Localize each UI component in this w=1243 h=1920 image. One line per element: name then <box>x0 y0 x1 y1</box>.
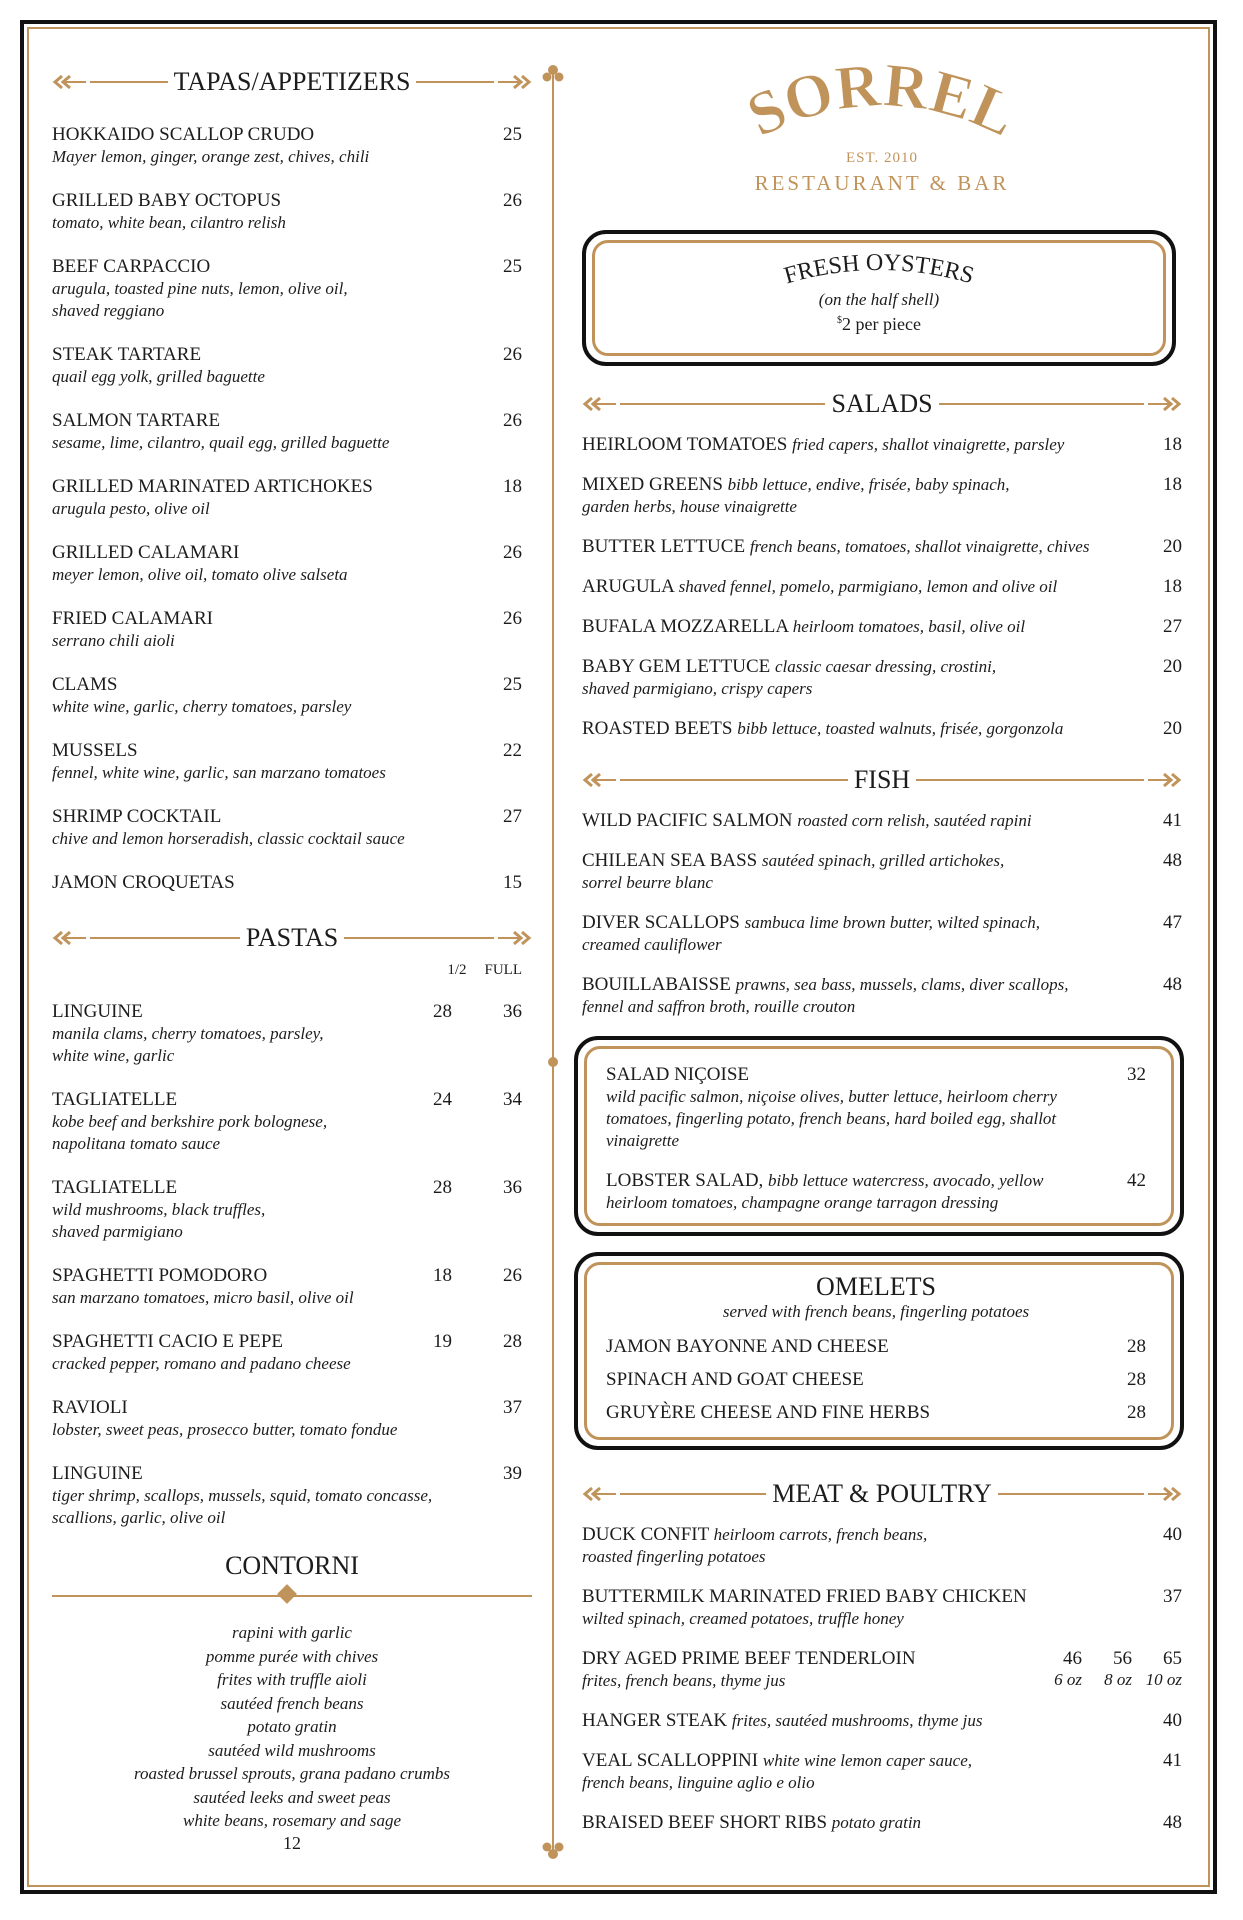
sorrel-wordmark <box>732 60 1032 150</box>
item-name: WILD PACIFIC SALMON <box>582 810 793 831</box>
item-price: 18 <box>1163 474 1182 495</box>
size-price: 46 <box>1063 1648 1082 1669</box>
full-price: 39 <box>503 1463 522 1484</box>
meat-title: MEAT & POULTRY <box>772 1479 992 1508</box>
item-desc: french beans, linguine aglio e olio <box>582 1773 815 1792</box>
item-price: 26 <box>503 190 522 211</box>
tapas-item <box>52 344 532 388</box>
item-name: BUTTER LETTUCE <box>582 536 746 557</box>
arrow-left-icon <box>582 772 616 788</box>
item-desc: creamed cauliflower <box>582 935 722 954</box>
meat-item <box>582 1524 1182 1568</box>
brand-name: SORREL <box>737 60 1027 150</box>
meat-item <box>582 1586 1182 1630</box>
special-salad-item <box>606 1064 1146 1152</box>
oysters-title <box>769 250 989 290</box>
pasta-item <box>52 1331 532 1375</box>
tapas-title: TAPAS/APPETIZERS <box>173 67 411 96</box>
item-desc: lobster, sweet peas, prosecco butter, tomato fondue <box>52 1420 398 1439</box>
item-price: 26 <box>503 542 522 563</box>
size-price: 56 <box>1113 1648 1132 1669</box>
item-desc: heirloom carrots, french beans, <box>713 1525 928 1544</box>
item-desc: white wine, garlic <box>52 1046 175 1065</box>
item-desc: arugula pesto, olive oil <box>52 499 210 518</box>
item-desc: white wine, garlic, cherry tomatoes, parsley <box>52 697 352 716</box>
item-price: 37 <box>1163 1586 1182 1607</box>
arrow-left-icon <box>582 1486 616 1502</box>
item-desc: french beans, tomatoes, shallot vinaigrette, chives <box>749 537 1090 556</box>
full-price: 36 <box>503 1001 522 1022</box>
half-price: 18 <box>433 1265 452 1286</box>
item-price: 48 <box>1163 974 1182 995</box>
omelet-item <box>606 1369 1146 1391</box>
item-desc: manila clams, cherry tomatoes, parsley, <box>52 1024 324 1043</box>
item-price: 26 <box>503 344 522 365</box>
omelet-item <box>606 1336 1146 1358</box>
item-price: 48 <box>1163 850 1182 871</box>
tapas-header <box>52 60 532 104</box>
item-name: GRILLED CALAMARI <box>52 542 240 563</box>
item-desc: wilted spinach, creamed potatoes, truffle honey <box>582 1609 904 1628</box>
item-price: 32 <box>1127 1064 1146 1085</box>
arrow-left-icon <box>582 396 616 412</box>
item-desc: serrano chili aioli <box>52 631 175 650</box>
item-name: BEEF CARPACCIO <box>52 256 211 277</box>
contorni-item: white beans, rosemary and sage <box>183 1811 401 1830</box>
item-price: 27 <box>503 806 522 827</box>
item-desc: cracked pepper, romano and padano cheese <box>52 1354 351 1373</box>
item-name: FRIED CALAMARI <box>52 608 213 629</box>
item-name: CLAMS <box>52 674 118 695</box>
contorni-item: pomme purée with chives <box>205 1646 379 1666</box>
portion-labels <box>52 962 522 979</box>
item-name: GRILLED BABY OCTOPUS <box>52 190 282 211</box>
item-name: DUCK CONFIT <box>582 1524 709 1545</box>
arrow-right-icon <box>498 930 532 946</box>
item-price: 42 <box>1127 1170 1146 1191</box>
item-name: BUTTERMILK MARINATED FRIED BABY CHICKEN <box>582 1586 1027 1607</box>
item-price: 18 <box>1163 576 1182 597</box>
item-price: 40 <box>1163 1710 1182 1731</box>
item-name: TAGLIATELLE <box>52 1177 178 1198</box>
arrow-right-icon <box>1148 396 1182 412</box>
item-desc: roasted corn relish, sautéed rapini <box>797 811 1032 830</box>
item-price: 25 <box>503 674 522 695</box>
item-name: STEAK TARTARE <box>52 344 202 365</box>
salad-item <box>582 656 1182 700</box>
fish-title: FISH <box>853 765 911 794</box>
fish-list <box>582 810 1182 1018</box>
item-name: SALAD NIÇOISE <box>606 1064 750 1085</box>
item-name: SPAGHETTI POMODORO <box>52 1265 268 1286</box>
arrow-right-icon <box>498 74 532 90</box>
salad-item <box>582 536 1182 558</box>
item-name: LOBSTER SALAD, <box>606 1170 764 1191</box>
pastas-title: PASTAS <box>245 923 339 952</box>
item-desc: frites, french beans, thyme jus <box>582 1671 786 1690</box>
item-desc: tiger shrimp, scallops, mussels, squid, tomato concasse, <box>52 1486 433 1505</box>
item-name: GRILLED MARINATED ARTICHOKES <box>52 476 373 497</box>
item-name: LINGUINE <box>52 1001 143 1022</box>
item-desc: meyer lemon, olive oil, tomato olive salseta <box>52 565 348 584</box>
half-price: 24 <box>433 1089 452 1110</box>
fleur-top-icon <box>542 64 564 92</box>
meat-header <box>582 1472 1182 1516</box>
tapas-list <box>52 124 532 894</box>
item-price: 26 <box>503 608 522 629</box>
item-desc: fennel, white wine, garlic, san marzano tomatoes <box>52 763 386 782</box>
tapas-item <box>52 410 532 454</box>
pasta-list <box>52 1001 532 1529</box>
special-salad-item <box>606 1170 1146 1214</box>
arrow-left-icon <box>52 930 86 946</box>
pasta-item <box>52 1265 532 1309</box>
fish-item <box>582 810 1182 832</box>
oysters-price: $2 per piece <box>837 314 921 334</box>
item-price: 28 <box>1127 1369 1146 1390</box>
item-price: 41 <box>1163 1750 1182 1771</box>
item-desc: quail egg yolk, grilled baguette <box>52 367 265 386</box>
item-name: TAGLIATELLE <box>52 1089 178 1110</box>
full-price: 36 <box>503 1177 522 1198</box>
item-name: BABY GEM LETTUCE <box>582 656 771 677</box>
pasta-item <box>52 1089 532 1155</box>
item-desc: heirloom tomatoes, basil, olive oil <box>792 617 1026 636</box>
salad-item <box>582 474 1182 518</box>
full-price: 26 <box>503 1265 522 1286</box>
fish-item <box>582 912 1182 956</box>
contorni-item: frites with truffle aioli <box>217 1670 367 1689</box>
tapas-item <box>52 256 532 322</box>
item-price: 15 <box>503 872 522 893</box>
pastas-header <box>52 916 532 960</box>
contorni-rule <box>52 1581 532 1611</box>
item-desc: frites, sautéed mushrooms, thyme jus <box>731 1711 983 1730</box>
meat-item <box>582 1750 1182 1794</box>
tapas-item <box>52 542 532 586</box>
arrow-left-icon <box>52 74 86 90</box>
item-desc: napolitana tomato sauce <box>52 1134 221 1153</box>
item-desc: potato gratin <box>831 1813 922 1832</box>
column-divider <box>552 76 554 1836</box>
item-price: 22 <box>503 740 522 761</box>
tapas-item <box>52 674 532 718</box>
item-price: 48 <box>1163 1812 1182 1833</box>
item-name: MUSSELS <box>52 740 138 761</box>
item-price: 20 <box>1163 718 1182 739</box>
item-desc: fried capers, shallot vinaigrette, parsley <box>792 435 1065 454</box>
size-label: 8 oz <box>1104 1670 1132 1689</box>
full-price: 37 <box>503 1397 522 1418</box>
full-price: 28 <box>503 1331 522 1352</box>
contorni-item: sautéed french beans <box>220 1693 364 1713</box>
right-column <box>582 60 1182 1852</box>
item-desc: chive and lemon horseradish, classic cocktail sauce <box>52 829 405 848</box>
item-name: BUFALA MOZZARELLA <box>582 616 789 637</box>
item-desc: fennel and saffron broth, rouille crouton <box>582 997 856 1016</box>
item-desc: arugula, toasted pine nuts, lemon, olive oil, <box>52 279 348 298</box>
item-name: JAMON CROQUETAS <box>52 872 235 893</box>
half-price: 28 <box>433 1177 452 1198</box>
item-desc: shaved parmigiano <box>52 1222 183 1241</box>
item-name: SHRIMP COCKTAIL <box>52 806 222 827</box>
item-desc: heirloom tomatoes, champagne orange tarragon dressing <box>606 1193 999 1212</box>
item-desc: wild mushrooms, black truffles, <box>52 1200 266 1219</box>
salad-item <box>582 434 1182 456</box>
item-desc: bibb lettuce, endive, frisée, baby spinach, <box>727 475 1010 494</box>
half-price: 19 <box>433 1331 452 1352</box>
item-name: BRAISED BEEF SHORT RIBS <box>582 1812 828 1833</box>
oysters-box <box>582 230 1176 366</box>
item-name: VEAL SCALLOPPINI <box>582 1750 759 1771</box>
omelets-box <box>574 1252 1184 1450</box>
item-desc: kobe beef and berkshire pork bolognese, <box>52 1112 328 1131</box>
tapas-item <box>52 190 532 234</box>
pasta-item <box>52 1397 532 1441</box>
full-label: FULL <box>484 962 522 978</box>
pasta-item <box>52 1001 532 1067</box>
item-price: 28 <box>1127 1402 1146 1423</box>
item-price: 20 <box>1163 656 1182 677</box>
brand-tagline: RESTAURANT & BAR <box>754 171 1010 195</box>
item-name: HOKKAIDO SCALLOP CRUDO <box>52 124 315 145</box>
omelets-title: OMELETS <box>816 1272 936 1301</box>
item-desc: garden herbs, house vinaigrette <box>582 497 797 516</box>
salad-item <box>582 718 1182 740</box>
item-desc: roasted fingerling potatoes <box>582 1547 766 1566</box>
item-name: DIVER SCALLOPS <box>582 912 740 933</box>
item-desc: classic caesar dressing, crostini, <box>774 657 997 676</box>
item-price: 25 <box>503 256 522 277</box>
oysters-sub: (on the half shell) <box>818 290 940 309</box>
item-desc: san marzano tomatoes, micro basil, olive oil <box>52 1288 354 1307</box>
contorni-price: 12 <box>283 1832 301 1853</box>
item-price: 18 <box>1163 434 1182 455</box>
contorni-title: CONTORNI <box>225 1551 359 1580</box>
item-name: SALMON TARTARE <box>52 410 221 431</box>
arrow-right-icon <box>1148 772 1182 788</box>
item-desc: shaved reggiano <box>52 301 165 320</box>
item-price: 18 <box>503 476 522 497</box>
item-desc: scallions, garlic, olive oil <box>52 1508 226 1527</box>
item-name: MIXED GREENS <box>582 474 723 495</box>
item-desc: bibb lettuce watercress, avocado, yellow <box>768 1171 1044 1190</box>
item-price: 28 <box>1127 1336 1146 1357</box>
item-name: ROASTED BEETS <box>582 718 733 739</box>
omelet-item <box>606 1402 1146 1424</box>
item-desc: wild pacific salmon, niçoise olives, butter lettuce, heirloom cherry <box>606 1087 1057 1106</box>
pasta-item <box>52 1463 532 1529</box>
item-price: 40 <box>1163 1524 1182 1545</box>
omelets-sub: served with french beans, fingerling potatoes <box>722 1302 1030 1321</box>
svg-text:FRESH OYSTERS: FRESH OYSTERS <box>781 250 977 290</box>
arrow-right-icon <box>1148 1486 1182 1502</box>
item-price: 47 <box>1163 912 1182 933</box>
salads-title: SALADS <box>831 389 933 418</box>
item-name: ARUGULA <box>582 576 674 597</box>
item-name: LINGUINE <box>52 1463 143 1484</box>
size-price: 65 <box>1163 1648 1182 1669</box>
item-name: SPINACH AND GOAT CHEESE <box>606 1369 864 1390</box>
item-price: 41 <box>1163 810 1182 831</box>
item-name: GRUYÈRE CHEESE AND FINE HERBS <box>606 1402 931 1423</box>
meat-item <box>582 1812 1182 1834</box>
fish-item <box>582 974 1182 1018</box>
item-desc: sesame, lime, cilantro, quail egg, grilled baguette <box>52 433 390 452</box>
item-price: 26 <box>503 410 522 431</box>
salads-header <box>582 382 1182 426</box>
item-desc: sambuca lime brown butter, wilted spinach, <box>744 913 1041 932</box>
half-price: 28 <box>433 1001 452 1022</box>
item-price: 25 <box>503 124 522 145</box>
fleur-bottom-icon <box>542 1832 564 1860</box>
item-desc: vinaigrette <box>606 1131 680 1150</box>
item-price: 27 <box>1163 616 1182 637</box>
item-desc: tomato, white bean, cilantro relish <box>52 213 286 232</box>
contorni-item: potato gratin <box>247 1717 337 1736</box>
item-desc: shaved fennel, pomelo, parmigiano, lemon and olive oil <box>678 577 1058 596</box>
tapas-item <box>52 872 532 894</box>
fish-header <box>582 758 1182 802</box>
item-name: RAVIOLI <box>52 1397 128 1418</box>
item-desc: Mayer lemon, ginger, orange zest, chives, chili <box>52 147 370 166</box>
diamond-icon <box>277 1584 297 1604</box>
item-name: SPAGHETTI CACIO E PEPE <box>52 1331 284 1352</box>
tapas-item <box>52 476 532 520</box>
full-price: 34 <box>503 1089 522 1110</box>
divider-dot-icon <box>548 1057 558 1067</box>
item-desc: prawns, sea bass, mussels, clams, diver scallops, <box>735 975 1069 994</box>
item-desc: shaved parmigiano, crispy capers <box>582 679 813 698</box>
contorni-item: sautéed leeks and sweet peas <box>193 1787 391 1807</box>
item-name: HEIRLOOM TOMATOES <box>582 434 788 455</box>
item-desc: tomatoes, fingerling potato, french beans, hard boiled egg, shallot <box>606 1109 1057 1128</box>
item-name: DRY AGED PRIME BEEF TENDERLOIN <box>582 1648 916 1669</box>
brand-logo <box>582 60 1182 230</box>
item-desc: bibb lettuce, toasted walnuts, frisée, gorgonzola <box>737 719 1064 738</box>
contorni-item: rapini with garlic <box>232 1623 352 1642</box>
item-name: CHILEAN SEA BASS <box>582 850 758 871</box>
meat-list <box>582 1524 1182 1834</box>
contorni-list <box>52 1621 532 1833</box>
special-salads-box <box>574 1036 1184 1236</box>
tenderloin-prices <box>1032 1648 1182 1690</box>
tapas-item <box>52 806 532 850</box>
item-desc: sorrel beurre blanc <box>582 873 713 892</box>
half-label: 1/2 <box>447 962 467 978</box>
item-name: HANGER STEAK <box>582 1710 728 1731</box>
salad-list <box>582 434 1182 740</box>
brand-est: EST. 2010 <box>845 150 919 166</box>
tapas-item <box>52 740 532 784</box>
salad-item <box>582 616 1182 638</box>
meat-item <box>582 1710 1182 1732</box>
item-name: BOUILLABAISSE <box>582 974 731 995</box>
contorni-item: roasted brussel sprouts, grana padano crumbs <box>133 1764 451 1783</box>
pasta-item <box>52 1177 532 1243</box>
fish-item <box>582 850 1182 894</box>
size-label: 10 oz <box>1145 1670 1182 1689</box>
tapas-item <box>52 608 532 652</box>
salad-item <box>582 576 1182 598</box>
item-desc: white wine lemon caper sauce, <box>762 1751 973 1770</box>
item-desc: sautéed spinach, grilled artichokes, <box>762 851 1005 870</box>
tenderloin-item <box>582 1648 1182 1692</box>
contorni-item: sautéed wild mushrooms <box>208 1740 376 1760</box>
tapas-item <box>52 124 532 168</box>
item-price: 20 <box>1163 536 1182 557</box>
left-column <box>52 60 532 1854</box>
item-name: JAMON BAYONNE AND CHEESE <box>606 1336 889 1357</box>
size-label: 6 oz <box>1054 1670 1082 1689</box>
